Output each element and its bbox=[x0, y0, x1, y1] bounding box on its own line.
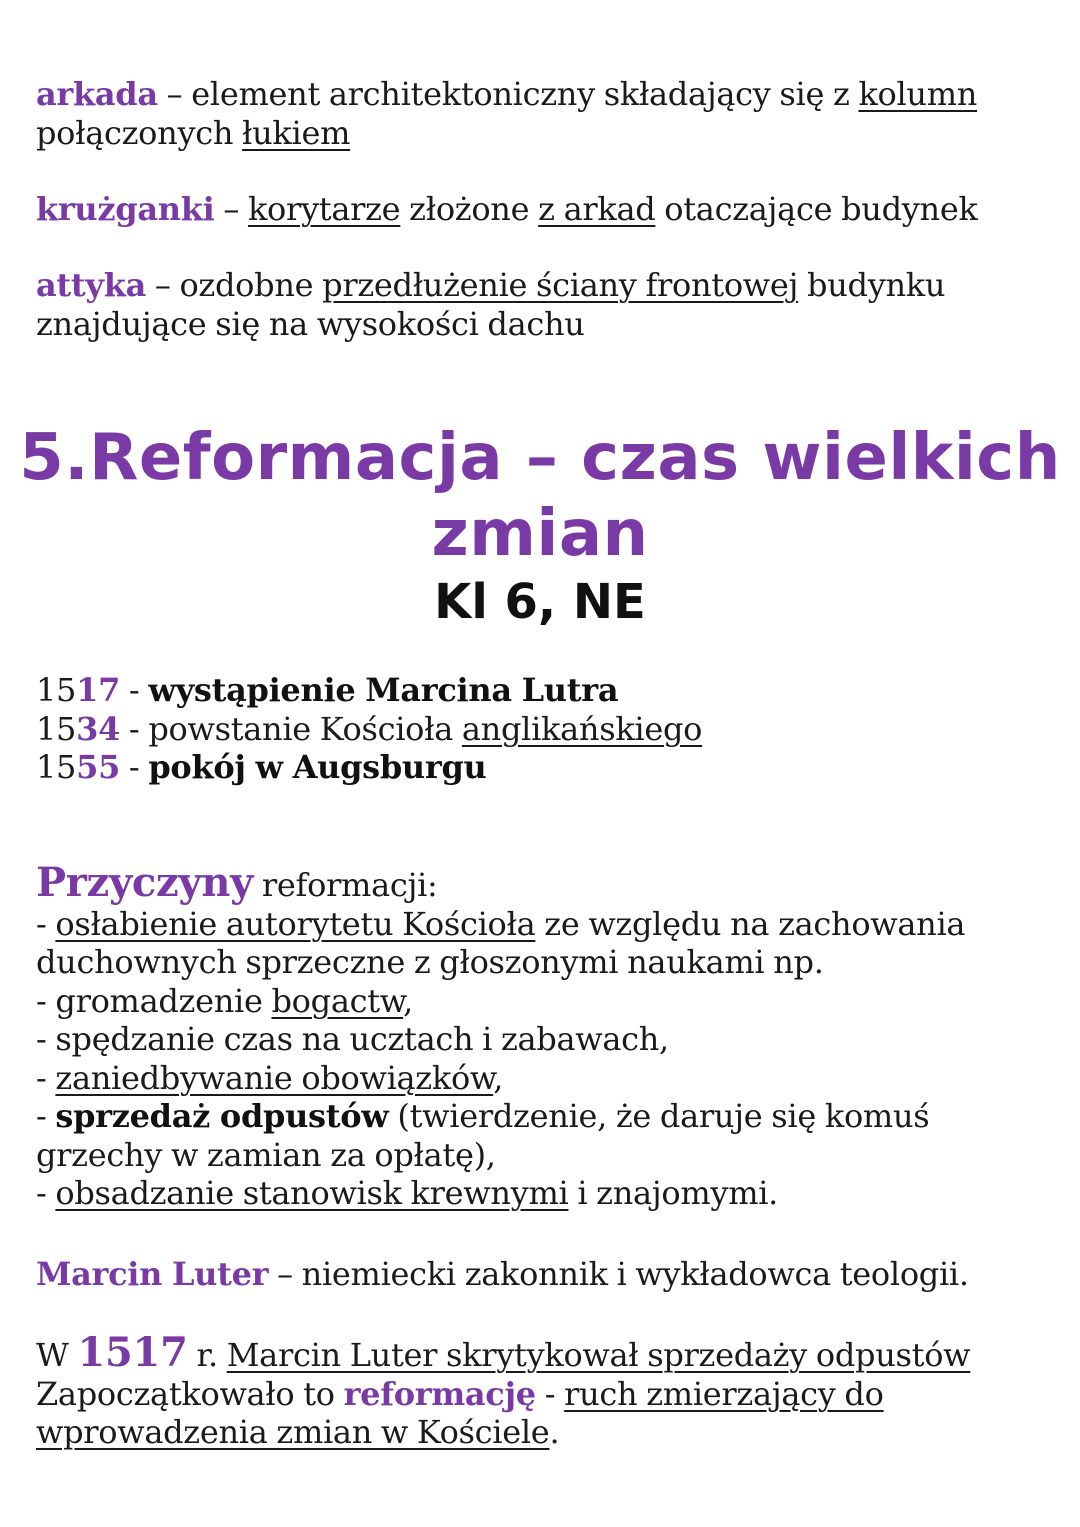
underlined-text: kolumn bbox=[858, 75, 978, 113]
definition-arkada bbox=[36, 75, 1046, 152]
paragraph-text: . bbox=[549, 1413, 560, 1451]
underlined-text: łukiem bbox=[242, 113, 351, 152]
highlight-year: 1517 bbox=[77, 1329, 188, 1376]
underlined-text: przedłużenie ściany frontowej bbox=[322, 266, 799, 304]
year-tail: 55 bbox=[76, 748, 121, 786]
underlined-text: ruch zmierzający do bbox=[564, 1374, 884, 1413]
cause-text: spędzanie czas na ucztach i zabawach, bbox=[55, 1020, 669, 1058]
date-row bbox=[36, 710, 1046, 749]
date-row bbox=[36, 671, 1046, 710]
cause-bold-text: sprzedaż odpustów bbox=[55, 1097, 389, 1135]
date-dash: - bbox=[120, 709, 149, 748]
cause-text: (twierdzenie, że daruje się komuś bbox=[388, 1097, 930, 1135]
paragraph-text: r. bbox=[187, 1336, 227, 1374]
underlined-text: obsadzanie stanowisk krewnymi bbox=[55, 1174, 569, 1212]
term-kruzganki: krużganki bbox=[36, 190, 215, 228]
paragraph-text: W bbox=[36, 1336, 78, 1374]
definition-text: połączonych bbox=[36, 113, 243, 152]
causes-label: Przyczyny bbox=[36, 859, 254, 906]
bullet: - bbox=[36, 904, 56, 943]
cause-text: , bbox=[403, 981, 413, 1020]
date-dash: - bbox=[120, 748, 149, 786]
year-head: 15 bbox=[36, 709, 77, 748]
dates-list bbox=[36, 671, 1046, 787]
cause-text: ze względu na zachowania bbox=[535, 904, 966, 943]
cause-item bbox=[36, 982, 1046, 1021]
reformation-paragraph bbox=[36, 1329, 1046, 1452]
underlined-text: bogactw bbox=[271, 981, 404, 1020]
cause-text: , bbox=[493, 1058, 504, 1097]
causes-section bbox=[36, 859, 1046, 1213]
definition-text: znajdujące się na wysokości dachu bbox=[36, 304, 585, 343]
definition-kruzganki bbox=[36, 190, 1046, 229]
definition-text: – niemiecki zakonnik i wykładowca teologii. bbox=[268, 1255, 969, 1293]
underlined-text: zaniedbywanie obowiązków bbox=[55, 1058, 494, 1097]
year-head: 15 bbox=[36, 671, 77, 709]
definition-text: złożone bbox=[400, 190, 539, 228]
underlined-text: Marcin Luter skrytykował sprzedaży odpustów bbox=[226, 1336, 971, 1374]
bullet: - bbox=[36, 1058, 56, 1097]
cause-item bbox=[36, 1059, 1046, 1098]
definition-text: budynku bbox=[798, 266, 946, 304]
luter-definition bbox=[36, 1255, 1046, 1294]
underlined-text: osłabienie autorytetu Kościoła bbox=[55, 904, 536, 943]
page-title bbox=[0, 420, 1080, 572]
cause-item bbox=[36, 1174, 1046, 1213]
bullet: - bbox=[36, 1174, 56, 1212]
cause-text-continued: grzechy w zamian za opłatę), bbox=[36, 1135, 496, 1174]
year-head: 15 bbox=[36, 748, 77, 786]
date-row bbox=[36, 748, 1046, 787]
bullet: - bbox=[36, 1097, 56, 1135]
term-marcin-luter: Marcin Luter bbox=[36, 1255, 269, 1293]
paragraph-text: Zapoczątkowało to bbox=[36, 1374, 344, 1413]
date-event: pokój w Augsburgu bbox=[148, 748, 487, 786]
paragraph-text: - bbox=[535, 1374, 565, 1413]
title-line-1: 5.Reformacja – czas wielkich bbox=[19, 421, 1061, 495]
separator: – bbox=[157, 75, 192, 113]
date-event: wystąpienie Marcina Lutra bbox=[148, 671, 619, 709]
definition-text: otaczające budynek bbox=[655, 190, 978, 228]
causes-heading bbox=[36, 859, 1046, 906]
underlined-text: wprowadzenia zmian w Kościele bbox=[36, 1413, 550, 1451]
date-dash: - bbox=[120, 671, 149, 709]
date-event: powstanie Kościoła bbox=[148, 709, 462, 748]
year-tail: 17 bbox=[76, 671, 121, 709]
causes-label-rest: reformacji: bbox=[253, 866, 438, 904]
bullet: - bbox=[36, 981, 56, 1020]
cause-item bbox=[36, 905, 1046, 944]
separator: – bbox=[214, 190, 248, 228]
cause-text: i znajomymi. bbox=[568, 1174, 779, 1212]
underlined-text: z arkad bbox=[538, 190, 656, 228]
term-reformacja: reformację bbox=[343, 1374, 536, 1413]
year-tail: 34 bbox=[76, 709, 121, 748]
definition-text: element architektoniczny składający się z bbox=[191, 75, 859, 113]
definition-text: ozdobne bbox=[179, 266, 323, 304]
page-subtitle: Kl 6, NE bbox=[434, 574, 646, 630]
bullet: - bbox=[36, 1020, 56, 1058]
cause-text: gromadzenie bbox=[55, 981, 272, 1020]
term-arkada: arkada bbox=[36, 75, 158, 113]
cause-item bbox=[36, 1020, 1046, 1059]
underlined-text: korytarze bbox=[247, 190, 401, 228]
definition-attyka bbox=[36, 266, 1046, 343]
term-attyka: attyka bbox=[36, 266, 146, 304]
separator: – bbox=[146, 266, 180, 304]
cause-text-continued: duchownych sprzeczne z głoszonymi naukami np. bbox=[36, 943, 824, 981]
underlined-text: anglikańskiego bbox=[461, 709, 703, 748]
cause-item bbox=[36, 1097, 1046, 1136]
title-line-2: zmian bbox=[431, 497, 649, 571]
